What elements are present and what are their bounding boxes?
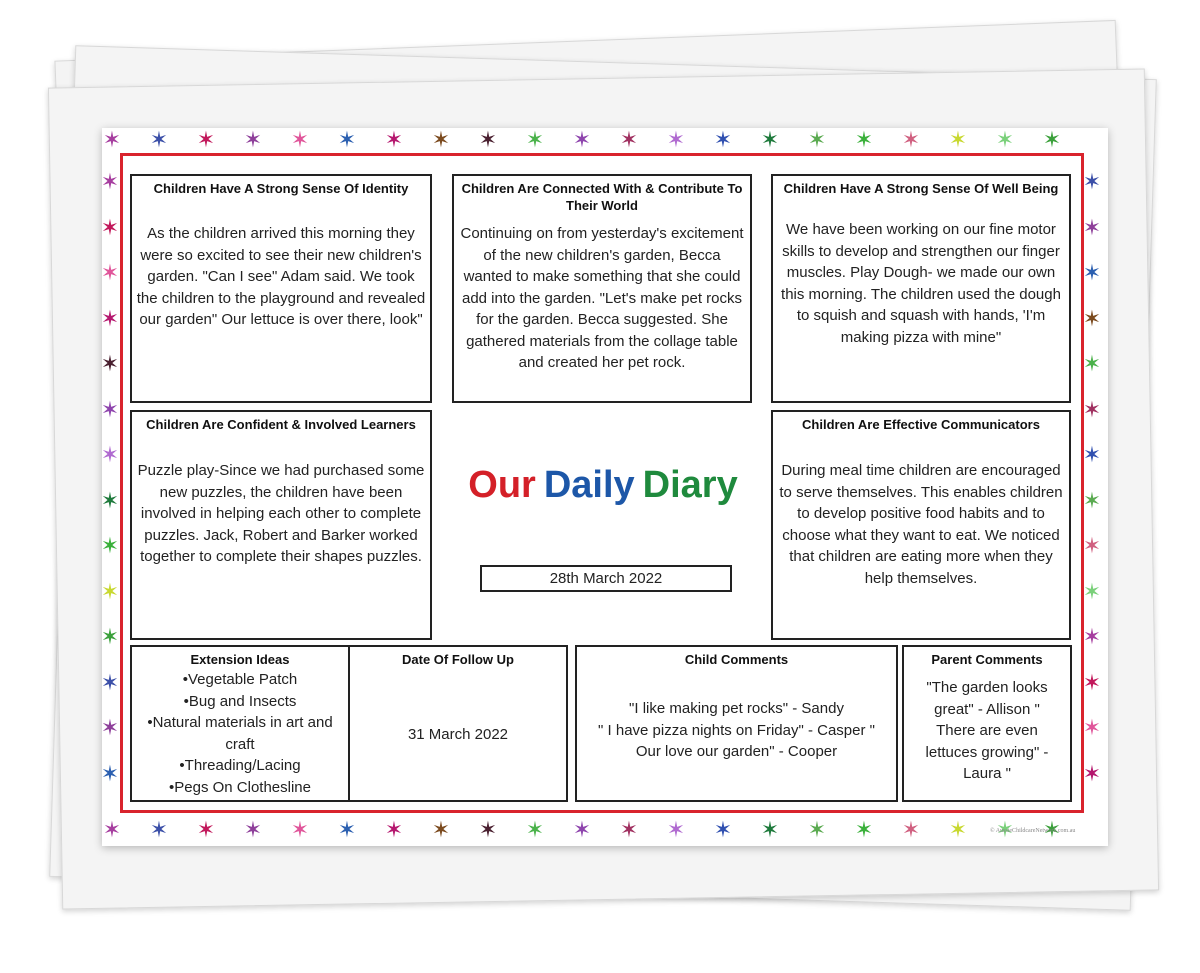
star-icon: ✶ (854, 817, 874, 842)
star-icon: ✶ (713, 817, 733, 842)
star-icon: ✶ (1082, 396, 1102, 422)
wellbeing-heading: Children Have A Strong Sense Of Well Being (783, 181, 1059, 196)
star-icon: ✶ (666, 127, 686, 152)
star-icon: ✶ (760, 127, 780, 152)
star-icon: ✶ (1082, 715, 1102, 740)
star-icon: ✶ (478, 127, 498, 152)
star-icon: ✶ (100, 214, 120, 240)
extension-item: • Threading/Lacing (132, 755, 348, 777)
star-icon: ✶ (431, 127, 451, 152)
star-icon: ✶ (1082, 351, 1102, 376)
star-icon: ✶ (102, 817, 122, 842)
star-icon: ✶ (995, 127, 1015, 152)
followup-heading: Date Of Follow Up (402, 652, 514, 667)
parent-comments-heading: Parent Comments (931, 652, 1043, 667)
connected-box (452, 174, 752, 403)
learners-heading: Children Are Confident & Involved Learners (146, 417, 416, 432)
star-icon: ✶ (1082, 305, 1102, 331)
connected-text: Continuing on from yesterday's excitement of the new children's garden, Becca wanted to make something that she could add into the garden. "Let's make pet rocks for the garden. Becca suggested. She gathered materials from the collage table and created her pet rock. (460, 225, 744, 371)
star-icon: ✶ (337, 817, 357, 842)
extension-item: • Bug and Insects (132, 691, 348, 713)
star-icon: ✶ (149, 817, 169, 842)
child-comments-box (575, 645, 898, 802)
star-icon: ✶ (619, 127, 639, 152)
communicators-heading: Children Are Effective Communicators (802, 417, 1040, 432)
star-icon: ✶ (100, 169, 120, 194)
connected-heading: Children Are Connected With & Contribute To Their World (461, 181, 743, 213)
extension-item: • Pegs On Clothesline (132, 777, 348, 799)
star-icon: ✶ (100, 624, 120, 649)
communicators-box (771, 410, 1071, 640)
learners-text: Puzzle play-Since we had purchased some new puzzles, the children have been involved in helping each other to complete puzzles. Jack, Robert and Barker worked together to complete their shapes puzzles. (137, 462, 425, 565)
star-icon: ✶ (431, 817, 451, 842)
star-icon: ✶ (102, 127, 122, 152)
wellbeing-text: We have been working on our fine motor skills to develop and strengthen our finger muscles. Play Dough- we made our own this morning. The children used the dough to squish and squash with hands, 'I'm making pizza with mine" (781, 221, 1061, 346)
star-icon: ✶ (760, 817, 780, 842)
extension-item: • Vegetable Patch (132, 669, 348, 691)
identity-heading: Children Have A Strong Sense Of Identity (153, 181, 409, 196)
star-icon: ✶ (243, 127, 263, 152)
title-word-daily: Daily (543, 464, 635, 506)
star-icon: ✶ (1082, 624, 1102, 649)
star-icon: ✶ (100, 487, 120, 513)
star-icon: ✶ (1082, 214, 1102, 240)
star-icon: ✶ (100, 260, 120, 285)
star-icon: ✶ (1082, 442, 1102, 467)
diary-title (436, 460, 770, 510)
star-icon: ✶ (1082, 169, 1102, 194)
parent-comments-text: "The garden looks great" - Allison " There are even lettuces growing" - Laura " (925, 679, 1049, 782)
diary-date: 28th March 2022 (480, 565, 732, 592)
title-word-diary: Diary (642, 464, 738, 506)
star-icon: ✶ (1042, 127, 1062, 152)
star-icon: ✶ (149, 127, 169, 152)
star-icon: ✶ (901, 127, 921, 152)
star-icon: ✶ (384, 127, 404, 152)
wellbeing-box (771, 174, 1071, 403)
followup-box (348, 645, 568, 802)
star-icon: ✶ (854, 127, 874, 152)
title-word-our: Our (468, 464, 536, 506)
star-icon: ✶ (572, 817, 592, 842)
star-icon: ✶ (807, 817, 827, 842)
star-icon: ✶ (948, 127, 968, 152)
extension-list (132, 669, 348, 798)
star-icon: ✶ (100, 442, 120, 467)
child-comment-line: " I have pizza nights on Friday" - Casper " (598, 721, 875, 739)
star-icon: ✶ (100, 715, 120, 740)
star-icon: ✶ (948, 817, 968, 842)
star-icon: ✶ (1082, 533, 1102, 558)
star-icon: ✶ (807, 127, 827, 152)
star-icon: ✶ (100, 351, 120, 376)
star-icon: ✶ (666, 817, 686, 842)
star-icon: ✶ (337, 127, 357, 152)
star-icon: ✶ (901, 817, 921, 842)
star-icon: ✶ (525, 817, 545, 842)
extension-heading: Extension Ideas (190, 652, 290, 667)
star-icon: ✶ (1082, 578, 1102, 604)
star-icon: ✶ (100, 578, 120, 604)
star-icon: ✶ (100, 760, 120, 786)
star-icon: ✶ (619, 817, 639, 842)
star-icon: ✶ (525, 127, 545, 152)
identity-box (130, 174, 432, 403)
child-comments-text (577, 698, 896, 763)
star-icon: ✶ (995, 817, 1015, 842)
star-icon: ✶ (1042, 817, 1062, 842)
followup-date: 31 March 2022 (407, 726, 509, 743)
extension-item: • Natural materials in art and craft (132, 712, 348, 755)
star-icon: ✶ (1082, 487, 1102, 513)
star-icon: ✶ (100, 669, 120, 695)
star-icon: ✶ (713, 127, 733, 152)
child-comment-line: Our love our garden" - Cooper (635, 743, 838, 760)
star-icon: ✶ (572, 127, 592, 152)
child-comments-heading: Child Comments (684, 652, 789, 667)
identity-text: As the children arrived this morning they were so excited to see their new children's garden. "Can I see" Adam said. We took the children to the playground and revealed our garden" Our lettuce is over there, look" (136, 225, 426, 328)
star-icon: ✶ (100, 396, 120, 422)
star-icon: ✶ (290, 127, 310, 152)
star-icon: ✶ (384, 817, 404, 842)
star-icon: ✶ (1082, 760, 1102, 786)
star-icon: ✶ (1082, 260, 1102, 285)
star-icon: ✶ (100, 533, 120, 558)
star-icon: ✶ (196, 817, 216, 842)
star-icon: ✶ (478, 817, 498, 842)
star-icon: ✶ (243, 817, 263, 842)
parent-comments-box (902, 645, 1072, 802)
communicators-text: During meal time children are encouraged to serve themselves. This enables children to develop positive food habits and to choose what they want to eat. We noticed that children are eating more when they help themselves. (779, 462, 1063, 587)
star-icon: ✶ (1082, 669, 1102, 695)
child-comment-line: "I like making pet rocks" - Sandy (629, 700, 844, 717)
copyright-mark: © AussieChildcareNetwork.com.au (990, 828, 1076, 834)
learners-box (130, 410, 432, 640)
star-icon: ✶ (290, 817, 310, 842)
extension-box (130, 645, 350, 802)
star-icon: ✶ (196, 127, 216, 152)
star-icon: ✶ (100, 305, 120, 331)
